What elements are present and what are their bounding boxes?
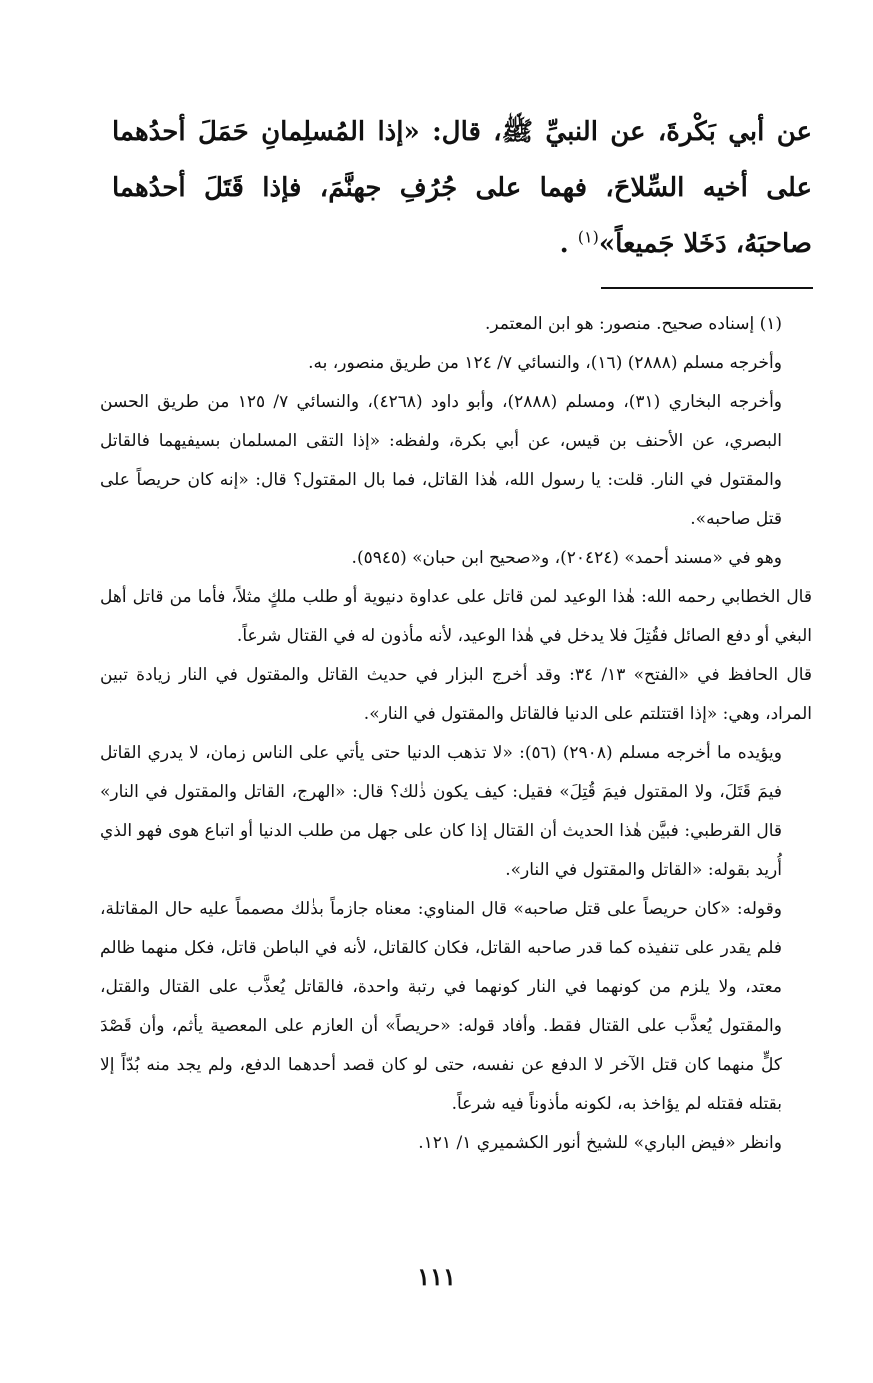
hadith-body: عن أبي بَكْرةَ، عن النبيِّ ﷺ، قال: «إذا المُسلِمانِ حَمَلَ أحدُهما على أخيه السِّلاحَ، فهما على جُرُفِ جهنَّمَ، فإذا قَتَلَ أحدُهما صاحبَهُ، دَخَلا جَميعاً» [112,117,813,259]
footnote-paragraph: ويؤيده ما أخرجه مسلم (٢٩٠٨) (٥٦): «لا تذهب الدنيا حتى يأتي على الناس زمان، لا يدري القاتل فيمَ قَتَلَ، ولا المقتول فيمَ قُتِلَ» فقيل: كيف يكون ذٰلك؟ قال: «الهرج، القاتل والمقتول في النار» قال القرطبي: فبيَّن هٰذا الحديث أن القتال إذا كان على جهل من طلب الدنيا أو اتباع هوى فهو الذي أُريد بقوله: «القاتل والمقتول في النار». [100,743,782,880]
hadith-text [112,104,812,272]
hadith-end: . [559,229,578,259]
footnote-paragraph: (١) إسناده صحيح. منصور: هو ابن المعتمر. [484,314,782,334]
footnote-paragraph: وهو في «مسند أحمد» (٢٠٤٢٤)، و«صحيح ابن حبان» (٥٩٤٥). [351,548,782,568]
page-number: ١١١ [417,1262,456,1291]
footnote-paragraph: قال الحافظ في «الفتح» ١٣/ ٣٤: وقد أخرج البزار في حديث القاتل والمقتول في النار زيادة تبين المراد، وهي: «إذا اقتتلتم على الدنيا فالقاتل والمقتول في النار». [100,665,813,724]
footnote-paragraph: وأخرجه مسلم (٢٨٨٨) (١٦)، والنسائي ٧/ ١٢٤ من طريق منصور، به. [308,353,782,373]
footnote-separator [601,287,813,289]
footnote-paragraph: وأخرجه البخاري (٣١)، ومسلم (٢٨٨٨)، وأبو داود (٤٢٦٨)، والنسائي ٧/ ١٢٥ من طريق الحسن البصري، عن الأحنف بن قيس، عن أبي بكرة، ولفظه: «إذا التقى المسلمان بسيفيهما فالقاتل والمقتول في النار. قلت: يا رسول الله، هٰذا القاتل، فما بال المقتول؟ قال: «إنه كان حريصاً على قتل صاحبه». [100,392,783,529]
footnote-paragraph: وانظر «فيض الباري» للشيخ أنور الكشميري ١/ ١٢١. [418,1133,782,1153]
footnote-paragraph: وقوله: «كان حريصاً على قتل صاحبه» قال المناوي: معناه جازماً بذٰلك مصمماً عليه حال المقاتلة، فلم يقدر على تنفيذه كما قدر صاحبه القاتل، فكان كالقاتل، لأنه في الباطن قاتل، فكل منهما ظالم معتد، ولا يلزم من كونهما في النار كونهما في رتبة واحدة، فالقاتل يُعذَّب على القتال والقتل، والمقتول يُعذَّب على القتال فقط. وأفاد قوله: «حريصاً» أن العازم على المعصية يأثم، وأن قَصْدَ كلٍّ منهما كان قتل الآخر لا الدفع عن نفسه، حتى لو كان قصد أحدهما الدفع، ولم يجد منه بُدّاً إلا بقتله فقتله لم يؤاخذ به، لكونه مأذوناً فيه شرعاً. [100,899,782,1114]
footnote-reference: (١) [577,227,599,247]
footnote-paragraph: قال الخطابي رحمه الله: هٰذا الوعيد لمن قاتل على عداوة دنيوية أو طلب ملكٍ مثلاً، فأما من قاتل أهل البغي أو دفع الصائل فقُتِلَ فلا يدخل في هٰذا الوعيد، لأنه مأذون له في القتال شرعاً. [100,587,812,646]
footnotes-section [100,305,812,1163]
